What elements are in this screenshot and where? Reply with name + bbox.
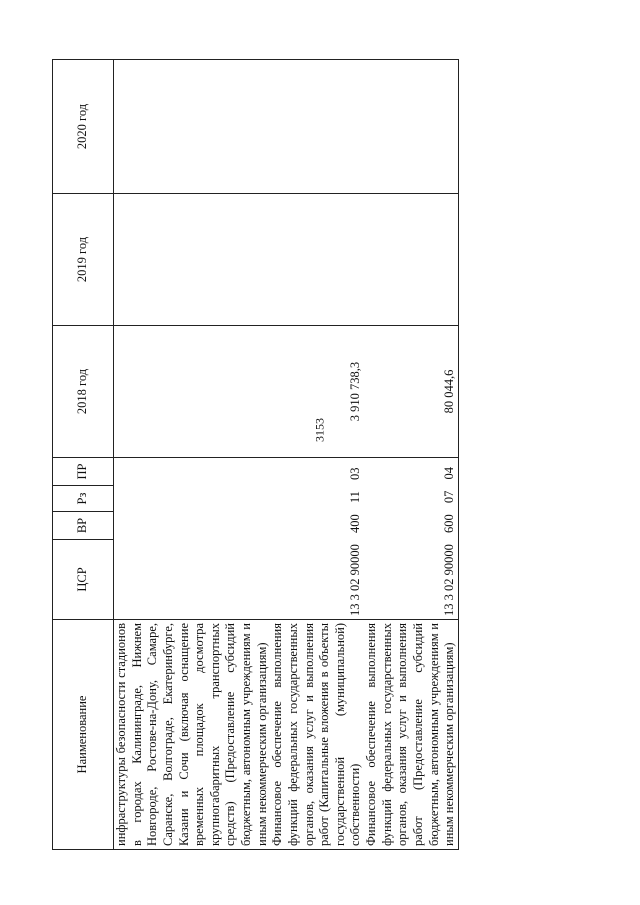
row-name: Финансовое обеспечение выполнения функций федеральных государственных органов, оказания услуг и выполнения работ (Предоставление субсидий бюджетным, автономным учреждениям и иным некоммерческим организациям) xyxy=(364,620,458,850)
row-csr: 13 3 02 90000 xyxy=(348,544,363,616)
header-vr: ВР xyxy=(53,512,114,540)
row-2018 xyxy=(114,326,271,458)
row-rz: 07 xyxy=(442,490,457,504)
table-header-row xyxy=(53,60,114,850)
header-2019: 2019 год xyxy=(53,194,114,326)
row-pr: 04 xyxy=(442,467,457,480)
table-row xyxy=(114,60,271,850)
row-2019 xyxy=(114,194,271,326)
row-2020 xyxy=(114,60,271,194)
header-rz: Рз xyxy=(53,486,114,512)
row-2019 xyxy=(364,194,458,326)
row-vr: 400 xyxy=(348,514,363,533)
row-csr: 13 3 02 90000 xyxy=(442,544,457,616)
row-vr: 600 xyxy=(442,514,457,533)
row-name: Финансовое обеспечение выполнения функций федеральных государственных органов, оказания услуг и выполнения работ (Капитальные вложения в объекты государственной (муниципальной) собственности) xyxy=(270,620,364,850)
rotated-table-wrapper xyxy=(52,60,632,850)
row-2018: 3 910 738,3 xyxy=(270,326,364,458)
table-row xyxy=(270,60,364,850)
rotated-table-frame xyxy=(52,60,632,850)
header-csr: ЦСР xyxy=(53,540,114,620)
header-2018: 2018 год xyxy=(53,326,114,458)
row-2020 xyxy=(364,60,458,194)
page-number: 3153 xyxy=(312,418,327,442)
row-codes xyxy=(114,458,271,620)
row-2020 xyxy=(270,60,364,194)
header-2020: 2020 год xyxy=(53,60,114,194)
row-2019 xyxy=(270,194,364,326)
budget-table xyxy=(52,59,459,850)
header-pr: ПР xyxy=(53,458,114,486)
header-name: Наименование xyxy=(53,620,114,850)
table-row xyxy=(364,60,458,850)
row-codes xyxy=(364,458,458,620)
row-2018: 80 044,6 xyxy=(364,326,458,458)
row-pr: 03 xyxy=(348,467,363,480)
row-name: инфраструктуры безопасности стадионов в городах Калининграде, Нижнем Новгороде, Ростове-на-Дону, Самаре, Саранске, Волгограде, Екатеринбурге, Казани и Сочи (включая оснащение временных площадок досмотра крупногабаритных транспортных средств) (Предоставление субсидий бюджетным, автономным учреждениям и иным некоммерческим организациям) xyxy=(114,620,271,850)
row-codes xyxy=(270,458,364,620)
row-rz: 11 xyxy=(348,491,363,504)
